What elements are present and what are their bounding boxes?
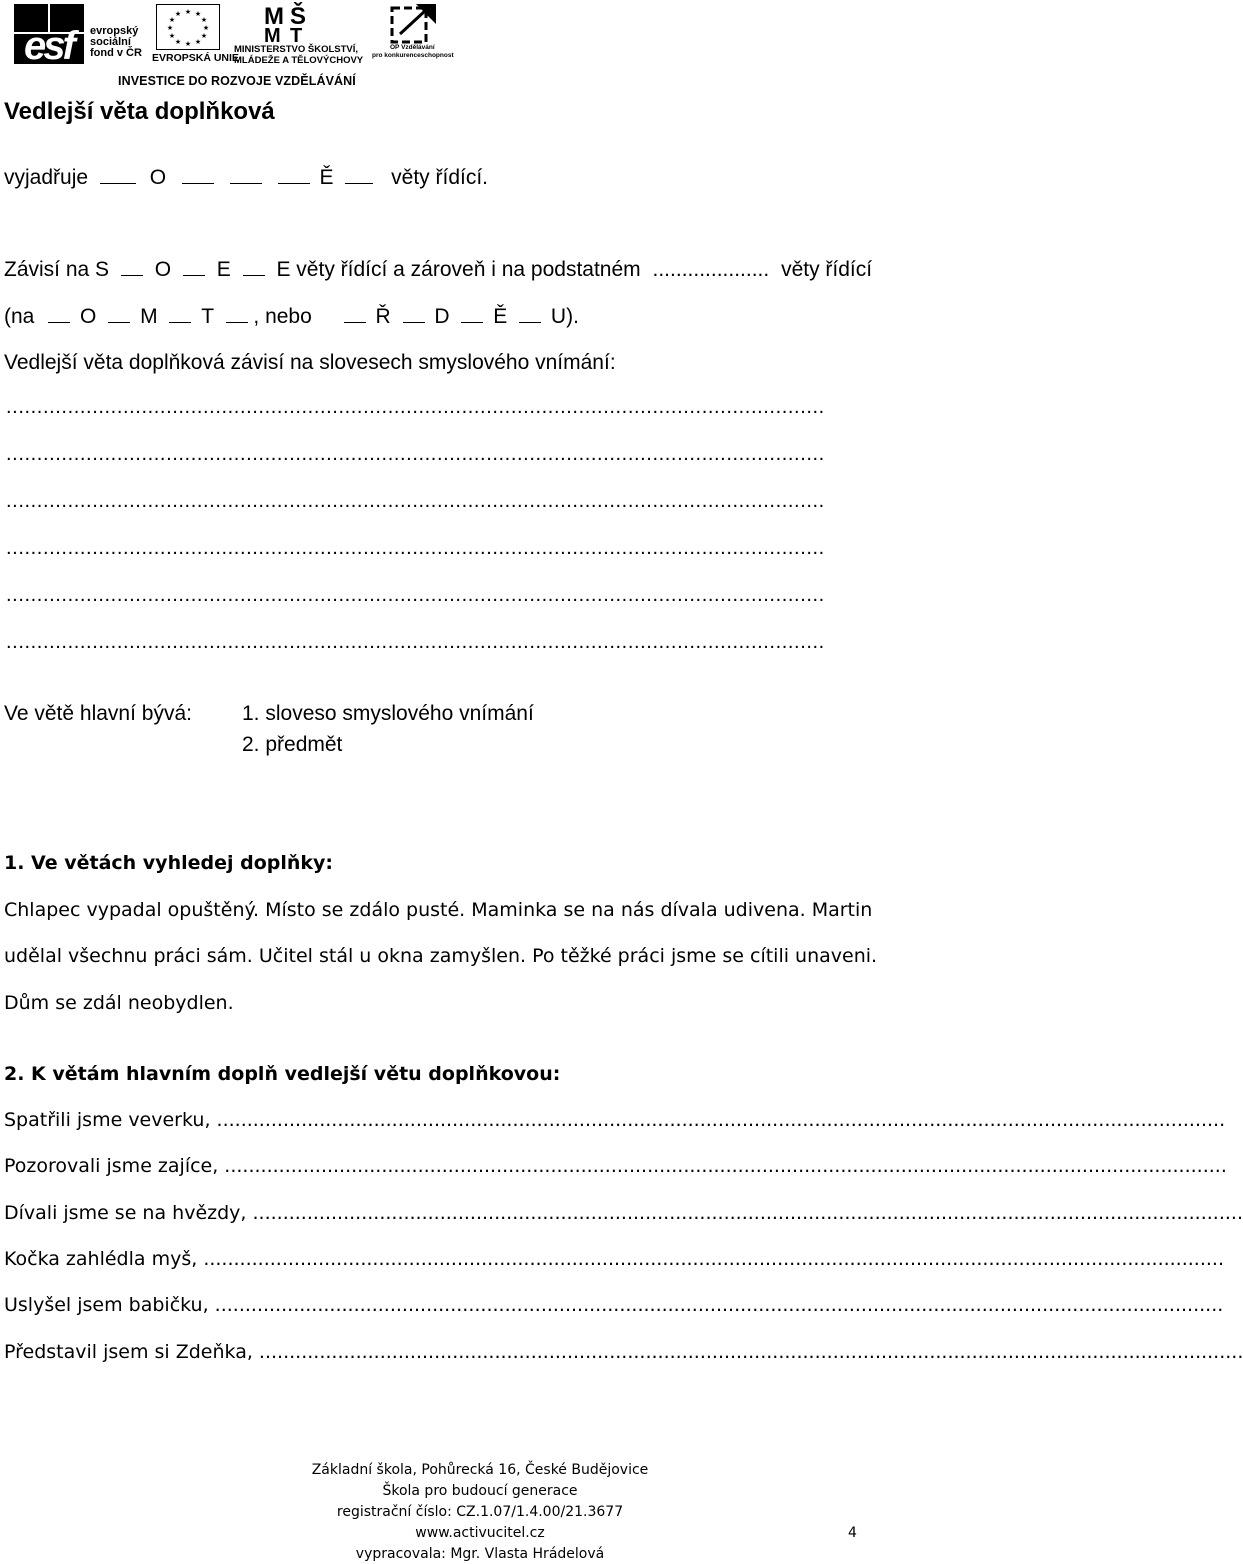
task1-heading: 1. Ve větách vyhledej doplňky:	[4, 852, 334, 874]
svg-text:★: ★	[184, 9, 192, 16]
header-logos	[0, 0, 470, 92]
task1-line-3: Dům se zdál neobydlen.	[4, 992, 234, 1014]
task2-item-6[interactable]: Představil jsem si Zdeňka, ...................................................................................................................................................................	[4, 1341, 1243, 1363]
op-logo-icon	[386, 2, 438, 44]
eu-flag-icon	[156, 4, 220, 50]
intro-1-c: Ě	[319, 166, 334, 189]
intro-3-a: (na	[4, 305, 35, 328]
footer-motto: Škola pro budoucí generace	[382, 1483, 578, 1499]
task1-line-2: udělal všechnu práci sám. Učitel stál u okna zamyšlen. Po těžké práci jsme se cítili unaveni.	[4, 945, 878, 967]
task2-heading: 2. K větám hlavním doplň vedlejší větu doplňkovou:	[4, 1063, 561, 1085]
eu-label: EVROPSKÁ UNIE	[152, 52, 239, 64]
svg-text:★: ★	[200, 33, 208, 40]
task2-item-1[interactable]: Spatřili jsme veverku, .......................................................................................................................................................................	[4, 1109, 1226, 1131]
intro-2-a: Závisí na S	[4, 258, 110, 281]
esf-text-1: evropský	[90, 25, 139, 37]
dotted-line[interactable]: .....................................................................................................................................	[6, 537, 825, 559]
blank[interactable]	[519, 306, 541, 323]
blank[interactable]	[182, 167, 214, 184]
blank[interactable]	[243, 259, 265, 276]
task1-line-1: Chlapec vypadal opuštěný. Místo se zdálo pusté. Maminka se na nás dívala udivena. Martin	[4, 899, 873, 921]
blank[interactable]	[48, 306, 70, 323]
msmt-line-2: MLÁDEŽE A TĚLOVÝCHOVY	[234, 55, 364, 66]
intro-1-b: O	[149, 166, 167, 189]
svg-text:★: ★	[168, 33, 176, 40]
intro-3-i: U).	[550, 305, 579, 328]
task2-item-3[interactable]: Dívali jsme se na hvězdy, ....................................................................................................................................................................	[4, 1202, 1243, 1224]
footer-registration: registrační číslo: CZ.1.07/1.4.00/21.3677	[336, 1504, 624, 1520]
intro-2-b: O	[154, 258, 172, 281]
intro-3-e: , nebo	[253, 305, 312, 328]
op-line-2: pro konkurenceschopnost	[372, 52, 454, 59]
blank[interactable]	[169, 306, 191, 323]
main-clause-item-2: 2. předmět	[242, 733, 343, 756]
svg-text:★: ★	[174, 39, 182, 46]
svg-text:M: M	[264, 3, 284, 30]
task2-item-5[interactable]: Uslyšel jsem babičku, .......................................................................................................................................................................	[4, 1294, 1224, 1316]
dotted-line[interactable]: .....................................................................................................................................	[6, 396, 825, 418]
blank[interactable]	[230, 167, 262, 184]
intro-2-d: E věty řídící a zároveň i na podstatném	[276, 258, 641, 281]
blank[interactable]	[403, 306, 425, 323]
intro-3-f: Ř	[375, 305, 391, 328]
intro-2-e: ....................	[652, 258, 770, 281]
svg-text:T: T	[290, 25, 303, 47]
intro-3-d: T	[201, 305, 214, 328]
svg-text:★: ★	[174, 11, 182, 18]
intro-1-a: vyjadřuje	[4, 166, 89, 189]
blank[interactable]	[345, 167, 373, 184]
svg-text:★: ★	[168, 17, 176, 24]
svg-text:M: M	[264, 25, 281, 47]
investice-banner: INVESTICE DO ROZVOJE VZDĚLÁVÁNÍ	[118, 74, 356, 88]
dotted-line[interactable]: .....................................................................................................................................	[6, 490, 825, 512]
esf-logo-letters: esf	[24, 24, 73, 68]
intro-2-c: E	[216, 258, 231, 281]
dotted-line[interactable]: .....................................................................................................................................	[6, 631, 825, 653]
intro-line-4: Vedlejší věta doplňková závisí na slovesech smyslového vnímání:	[4, 351, 616, 374]
intro-3-g: D	[434, 305, 450, 328]
intro-line-2	[4, 258, 872, 282]
msmt-logo-icon	[262, 2, 322, 47]
svg-text:★: ★	[200, 17, 208, 24]
esf-text-2: sociální	[90, 36, 131, 48]
dotted-line[interactable]: .....................................................................................................................................	[6, 584, 825, 606]
intro-3-c: M	[140, 305, 158, 328]
intro-3-b: O	[80, 305, 97, 328]
intro-line-1	[4, 166, 488, 190]
intro-line-3	[4, 305, 579, 329]
esf-text-3: fond v ČR	[90, 47, 142, 59]
footer-school: Základní škola, Pohůrecká 16, České Budějovice	[311, 1462, 649, 1478]
task2-item-2[interactable]: Pozorovali jsme zajíce, ......................................................................................................................................................................	[4, 1155, 1227, 1177]
blank[interactable]	[226, 306, 248, 323]
page-title: Vedlejší věta doplňková	[4, 98, 275, 125]
dotted-line[interactable]: .....................................................................................................................................	[6, 443, 825, 465]
task2-item-4[interactable]: Kočka zahlédla myš, .........................................................................................................................................................................	[4, 1248, 1224, 1270]
blank[interactable]	[461, 306, 483, 323]
intro-3-h: Ě	[493, 305, 508, 328]
blank[interactable]	[100, 167, 136, 184]
svg-text:★: ★	[194, 11, 202, 18]
svg-text:★: ★	[202, 25, 210, 32]
blank[interactable]	[278, 167, 310, 184]
blank[interactable]	[183, 259, 205, 276]
page-number: 4	[848, 1525, 857, 1541]
svg-text:★: ★	[166, 25, 174, 32]
blank[interactable]	[108, 306, 130, 323]
intro-2-f: věty řídící	[781, 258, 873, 281]
svg-text:Š: Š	[290, 3, 307, 30]
footer-author: vypracovala: Mgr. Vlasta Hrádelová	[355, 1546, 605, 1562]
svg-text:★: ★	[194, 39, 202, 46]
op-line-1: OP Vzdělávání	[390, 44, 435, 51]
footer-website[interactable]: www.activucitel.cz	[415, 1525, 545, 1541]
main-clause-item-1: 1. sloveso smyslového vnímání	[242, 702, 534, 725]
main-clause-label: Ve větě hlavní bývá:	[4, 702, 192, 725]
blank[interactable]	[344, 306, 366, 323]
blank[interactable]	[121, 259, 143, 276]
intro-1-d: věty řídící.	[391, 166, 489, 189]
svg-text:★: ★	[184, 41, 192, 48]
msmt-line-1: MINISTERSTVO ŠKOLSTVÍ,	[234, 44, 359, 55]
